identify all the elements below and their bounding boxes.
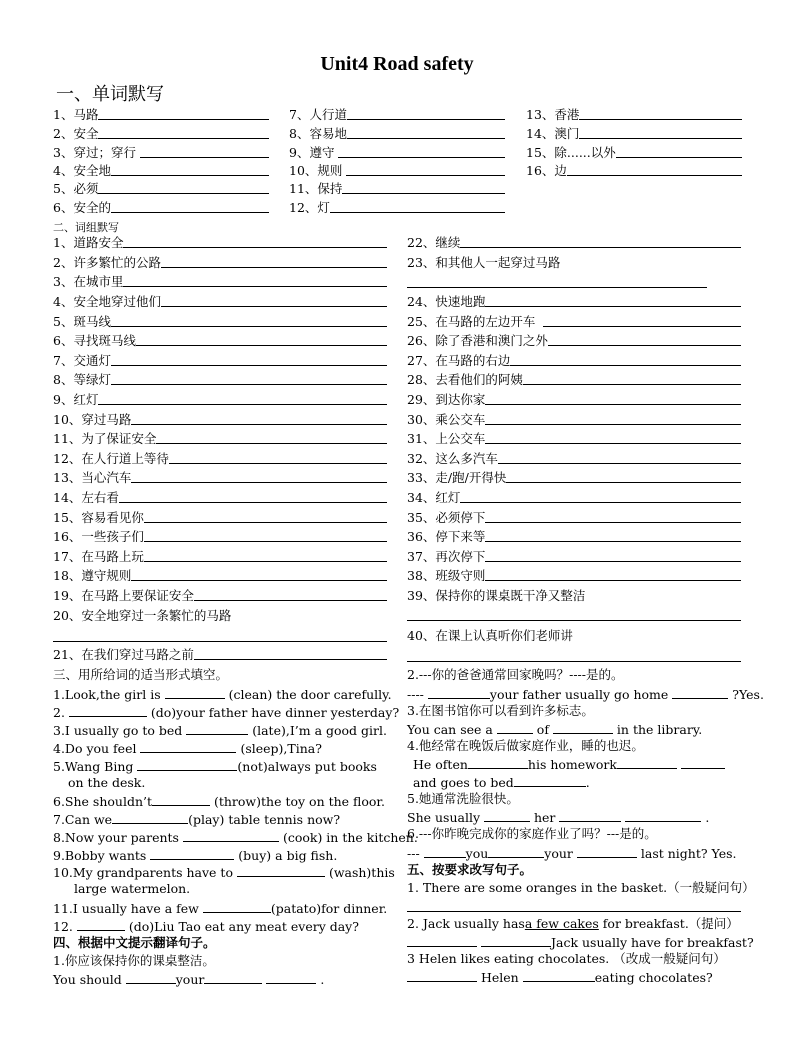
fill-question: 4.Do you feel (sleep),Tina? — [53, 741, 322, 756]
fill-question: 3.I usually go to bed (late),I’m a good girl. — [53, 723, 387, 738]
word-item: 16、边 — [526, 163, 742, 179]
translate-answer: He often his homework — [413, 756, 725, 773]
word-item: 9、遵守 — [289, 145, 505, 161]
phrase-item: 29、到达你家 — [407, 392, 741, 408]
phrase-item: 7、交通灯 — [53, 353, 387, 369]
section2-heading: 二、词组默写 — [53, 221, 119, 234]
underlined-phrase: a few cakes — [524, 916, 599, 931]
translate-question: 3.在图书馆你可以看到许多标志。 — [407, 703, 594, 718]
translate-answer: You can see a of in the library. — [407, 722, 703, 737]
answer-line — [407, 620, 741, 621]
phrase-item: 24、快速地跑 — [407, 294, 741, 310]
phrase-item: 3、在城市里 — [53, 274, 387, 290]
phrase-item: 15、容易看见你 — [53, 510, 387, 526]
phrase-item: 1、道路安全 — [53, 235, 387, 251]
rewrite-question: 3 Helen likes eating chocolates. （改成一般疑问句） — [407, 951, 726, 966]
word-item: 8、容易地 — [289, 126, 505, 142]
phrase-item: 9、红灯 — [53, 392, 387, 408]
phrase-item: 36、停下来等 — [407, 529, 741, 545]
phrase-item: 20、安全地穿过一条繁忙的马路 — [53, 608, 232, 623]
phrase-item: 34、红灯 — [407, 490, 741, 506]
phrase-item: 26、除了香港和澳门之外 — [407, 333, 741, 349]
section4-heading: 四、根据中文提示翻译句子。 — [53, 935, 216, 950]
word-item: 3、穿过；穿行 — [53, 145, 269, 161]
translate-answer: ---- your father usually go home ?Yes. — [407, 687, 764, 702]
word-item: 15、除......以外 — [526, 145, 742, 161]
translate-question: 2.---你的爸爸通常回家晚吗？----是的。 — [407, 667, 624, 682]
phrase-item: 11、为了保证安全 — [53, 431, 387, 447]
phrase-item: 27、在马路的右边 — [407, 353, 741, 369]
phrase-item: 13、当心汽车 — [53, 470, 387, 486]
phrase-item: 40、在课上认真听你们老师讲 — [407, 628, 573, 643]
word-item: 2、安全 — [53, 126, 269, 142]
fill-question-cont: large watermelon. — [74, 881, 191, 896]
phrase-item: 4、安全地穿过他们 — [53, 294, 387, 310]
answer-line — [407, 911, 741, 912]
rewrite-answer: Helen eating chocolates? — [407, 969, 713, 986]
word-item: 1、马路 — [53, 107, 269, 123]
translate-question: 4.他经常在晚饭后做家庭作业，睡的也迟。 — [407, 738, 644, 753]
fill-question: 12. (do)Liu Tao eat any meat every day? — [53, 919, 359, 934]
phrase-item: 22、继续 — [407, 235, 741, 251]
fill-question: 11.I usually have a few (patato)for dinner. — [53, 901, 388, 916]
phrase-item: 35、必须停下 — [407, 510, 741, 526]
phrase-item: 14、左右看 — [53, 490, 387, 506]
fill-question: 5.Wang Bing (not)always put books — [53, 759, 377, 774]
translate-answer: She usually her . — [407, 810, 710, 825]
translate-answer: You should your . — [53, 972, 325, 987]
fill-question: 10.My grandparents have to (wash)this — [53, 865, 395, 880]
phrase-item: 8、等绿灯 — [53, 372, 387, 388]
word-item: 13、香港 — [526, 107, 742, 123]
phrase-item: 31、上公交车 — [407, 431, 741, 447]
word-item: 12、灯 — [289, 200, 505, 216]
fill-question: 6.She shouldn’t (throw)the toy on the floor. — [53, 794, 385, 809]
word-item: 6、安全的 — [53, 200, 269, 216]
translate-question: 5.她通常洗脸很快。 — [407, 791, 519, 806]
word-item: 11、保持 — [289, 181, 505, 197]
phrase-item: 37、再次停下 — [407, 549, 741, 565]
translate-question: 6.---你昨晚完成你的家庭作业了吗？---是的。 — [407, 826, 657, 841]
section3-heading: 三、用所给词的适当形式填空。 — [53, 667, 229, 682]
word-item: 5、必须 — [53, 181, 269, 197]
phrase-item: 28、去看他们的阿姨 — [407, 372, 741, 388]
phrase-item: 21、在我们穿过马路之前 — [53, 647, 387, 663]
rewrite-answer: Jack usually have for breakfast? — [407, 934, 754, 951]
fill-question: 2. (do)your father have dinner yesterday? — [53, 705, 400, 720]
phrase-item: 39、保持你的课桌既干净又整洁 — [407, 588, 586, 603]
phrase-item: 30、乘公交车 — [407, 412, 741, 428]
phrase-item: 6、寻找斑马线 — [53, 333, 387, 349]
rewrite-question: 1. There are some oranges in the basket.（一般疑问句） — [407, 880, 755, 895]
phrase-item: 16、一些孩子们 — [53, 529, 387, 545]
rewrite-question: 2. Jack usually hasa few cakes for breakfast.（提问） — [407, 916, 739, 931]
fill-question-cont: on the desk. — [68, 775, 146, 790]
phrase-item: 23、和其他人一起穿过马路 — [407, 255, 561, 270]
phrase-item: 10、穿过马路 — [53, 412, 387, 428]
phrase-item: 32、这么多汽车 — [407, 451, 741, 467]
page-title: Unit4 Road safety — [320, 53, 474, 75]
phrase-item: 2、许多繁忙的公路 — [53, 255, 387, 271]
phrase-item: 33、走/跑/开得快 — [407, 470, 741, 486]
phrase-item: 5、斑马线 — [53, 314, 387, 330]
phrase-item: 17、在马路上玩 — [53, 549, 387, 565]
phrase-item: 25、在马路的左边开车 — [407, 314, 741, 330]
answer-line — [53, 641, 387, 642]
translate-answer: --- you your last night? Yes. — [407, 846, 737, 861]
phrase-item: 19、在马路上要保证安全 — [53, 588, 387, 604]
word-item: 10、规则 — [289, 163, 505, 179]
section1-heading: 一、单词默写 — [56, 84, 164, 105]
word-item: 7、人行道 — [289, 107, 505, 123]
translate-answer: and goes to bed . — [413, 775, 590, 790]
fill-question: 1.Look,the girl is (clean) the door carefully. — [53, 687, 392, 702]
phrase-item: 18、遵守规则 — [53, 568, 387, 584]
fill-question: 9.Bobby wants (buy) a big fish. — [53, 848, 338, 863]
answer-line — [407, 661, 741, 662]
answer-line — [407, 287, 707, 288]
phrase-item: 38、班级守则 — [407, 568, 741, 584]
word-item: 14、澳门 — [526, 126, 742, 142]
translate-question: 1.你应该保持你的课桌整洁。 — [53, 953, 215, 968]
phrase-item: 12、在人行道上等待 — [53, 451, 387, 467]
fill-question: 7.Can we (play) table tennis now? — [53, 812, 341, 827]
section5-heading: 五、按要求改写句子。 — [407, 862, 533, 877]
word-item: 4、安全地 — [53, 163, 269, 179]
fill-question: 8.Now your parents (cook) in the kitchen. — [53, 830, 418, 845]
